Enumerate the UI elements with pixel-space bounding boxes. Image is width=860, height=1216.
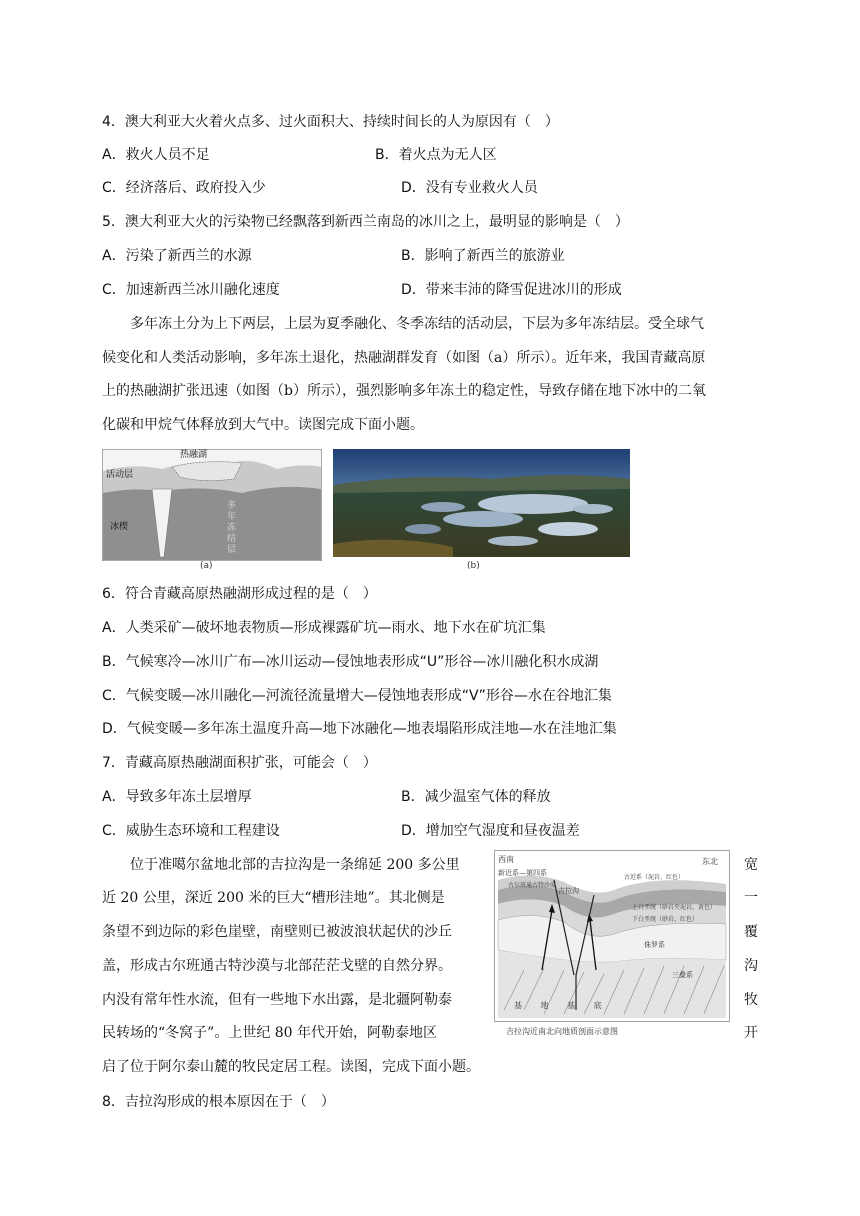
q5-option-b: B．影响了新西兰的旅游业 — [401, 248, 565, 264]
passage-line: 候变化和人类活动影响，多年冻土退化，热融湖群发育（如图（a）所示）。近年来，我国青藏高原 — [102, 349, 706, 366]
figure-b-caption: (b) — [467, 561, 480, 571]
label-permafrost-layer: 多年冻结层 — [227, 501, 237, 555]
passage-line: 化碳和甲烷气体释放到大气中。读图完成下面小题。 — [102, 416, 424, 433]
label-basement: 基 地 基 底 — [514, 1001, 610, 1010]
q4-option-b: B．着火点为无人区 — [375, 147, 497, 163]
label-southwest: 西南 — [498, 855, 514, 864]
figure-c-caption: 吉拉沟近南北向地质剖面示意图 — [506, 1027, 618, 1036]
passage2-text-right: 宽 — [744, 857, 758, 873]
figure-geologic-section — [494, 850, 730, 1040]
passage2-text-right: 开 — [744, 1025, 758, 1041]
figure-a-caption: (a) — [200, 561, 213, 571]
q4-stem: 4．澳大利亚大火着火点多、过火面积大、持续时间长的人为原因有（ ） — [102, 114, 559, 130]
passage2-text: 盖，形成古尔班通古特沙漠与北部茫茫戈壁的自然分界。 — [102, 958, 452, 974]
label-triassic: 三叠系 — [672, 971, 693, 979]
q7-option-c: C．威胁生态环境和工程建设 — [102, 823, 280, 839]
q4-option-a: A．救火人员不足 — [102, 147, 210, 163]
passage2-line — [102, 1057, 758, 1077]
passage2-text-right: 沟 — [744, 958, 758, 974]
q7-option-a: A．导致多年冻土层增厚 — [102, 789, 252, 805]
label-paleogene: 古近系（泥岩、红色） — [624, 874, 685, 881]
passage-permafrost — [102, 308, 758, 442]
q6-option-c: C．气候变暖—冰川融化—河流径流量增大—侵蚀地表形成“V”形谷—水在谷地汇集 — [102, 688, 612, 704]
label-upper-cretaceous: 上白垩统（砂岩夹泥岩，黄色） — [632, 904, 717, 911]
passage2-text: 启了位于阿尔泰山麓的牧民定居工程。读图，完成下面小题。 — [102, 1059, 480, 1075]
q5-option-d: D．带来丰沛的降雪促进冰川的形成 — [401, 282, 622, 298]
label-northeast: 东北 — [702, 857, 718, 866]
q8-stem: 8．吉拉沟形成的根本原因在于（ ） — [102, 1094, 335, 1110]
q5-option-a: A．污染了新西兰的水源 — [102, 248, 252, 264]
passage2-text: 民转场的“冬窝子”。上世纪 80 年代开始，阿勒泰地区 — [102, 1025, 438, 1041]
q5-stem: 5．澳大利亚大火的污染物已经飘落到新西兰南岛的冰川之上，最明显的影响是（ ） — [102, 214, 629, 230]
label-lower-cretaceous: 下白垩统（砂岩，红色） — [632, 916, 699, 923]
q4-option-c: C．经济落后、政府投入少 — [102, 180, 266, 196]
q6-option-d: D．气候变暖—多年冻土温度升高—地下冰融化—地表塌陷形成洼地—水在洼地汇集 — [102, 721, 617, 737]
figure-b-aerial-photo — [333, 449, 630, 557]
passage2-text-right: 覆 — [744, 924, 758, 940]
q6-option-b: B．气候寒冷—冰川广布—冰川运动—侵蚀地表形成“U”形谷—冰川融化积水成湖 — [102, 654, 599, 670]
label-neogene-quaternary: 新近系—第四系 — [498, 869, 547, 877]
q7-stem: 7．青藏高原热融湖面积扩张，可能会（ ） — [102, 755, 377, 771]
q6-option-a: A．人类采矿—破坏地表物质—形成裸露矿坑—雨水、地下水在矿坑汇集 — [102, 620, 546, 636]
passage-line: 多年冻土分为上下两层，上层为夏季融化、冬季冻结的活动层，下层为多年冻结层。受全球气 — [130, 316, 704, 332]
label-jila-gully: 吉拉沟 — [558, 887, 579, 895]
label-active-layer: 活动层 — [106, 470, 134, 480]
q7-option-d: D．增加空气湿度和昼夜温差 — [401, 823, 580, 839]
q6-stem: 6．符合青藏高原热融湖形成过程的是（ ） — [102, 586, 377, 602]
q5-option-c: C．加速新西兰冰川融化速度 — [102, 282, 280, 298]
passage2-text: 近 20 公里，深近 200 米的巨大“槽形洼地”。其北侧是 — [102, 890, 445, 906]
passage2-text-right: 一 — [744, 890, 758, 906]
label-gurbantunggut-desert: 古尔班通古特沙漠 — [508, 882, 557, 889]
passage2-text: 条望不到边际的彩色崖壁，南壁则已被波浪状起伏的沙丘 — [102, 924, 452, 940]
passage2-text: 位于准噶尔盆地北部的吉拉沟是一条绵延 200 多公里 — [130, 857, 460, 873]
label-thermokarst-lake: 热融湖 — [180, 450, 208, 460]
passage-line: 上的热融湖扩张迅速（如图（b）所示），强烈影响多年冻土的稳定性，导致存储在地下冰中的二氧 — [102, 383, 706, 399]
q4-option-d: D．没有专业救火人员 — [401, 180, 538, 196]
passage2-text: 内没有常年性水流，但有一些地下水出露，是北疆阿勒泰 — [102, 992, 452, 1008]
figure-a-thermokarst-diagram — [102, 449, 322, 561]
q7-option-b: B．减少温室气体的释放 — [401, 789, 551, 805]
label-jurassic: 侏罗系 — [644, 941, 665, 949]
label-ice-wedge: 冰楔 — [110, 522, 129, 532]
passage2-text-right: 牧 — [744, 992, 758, 1008]
